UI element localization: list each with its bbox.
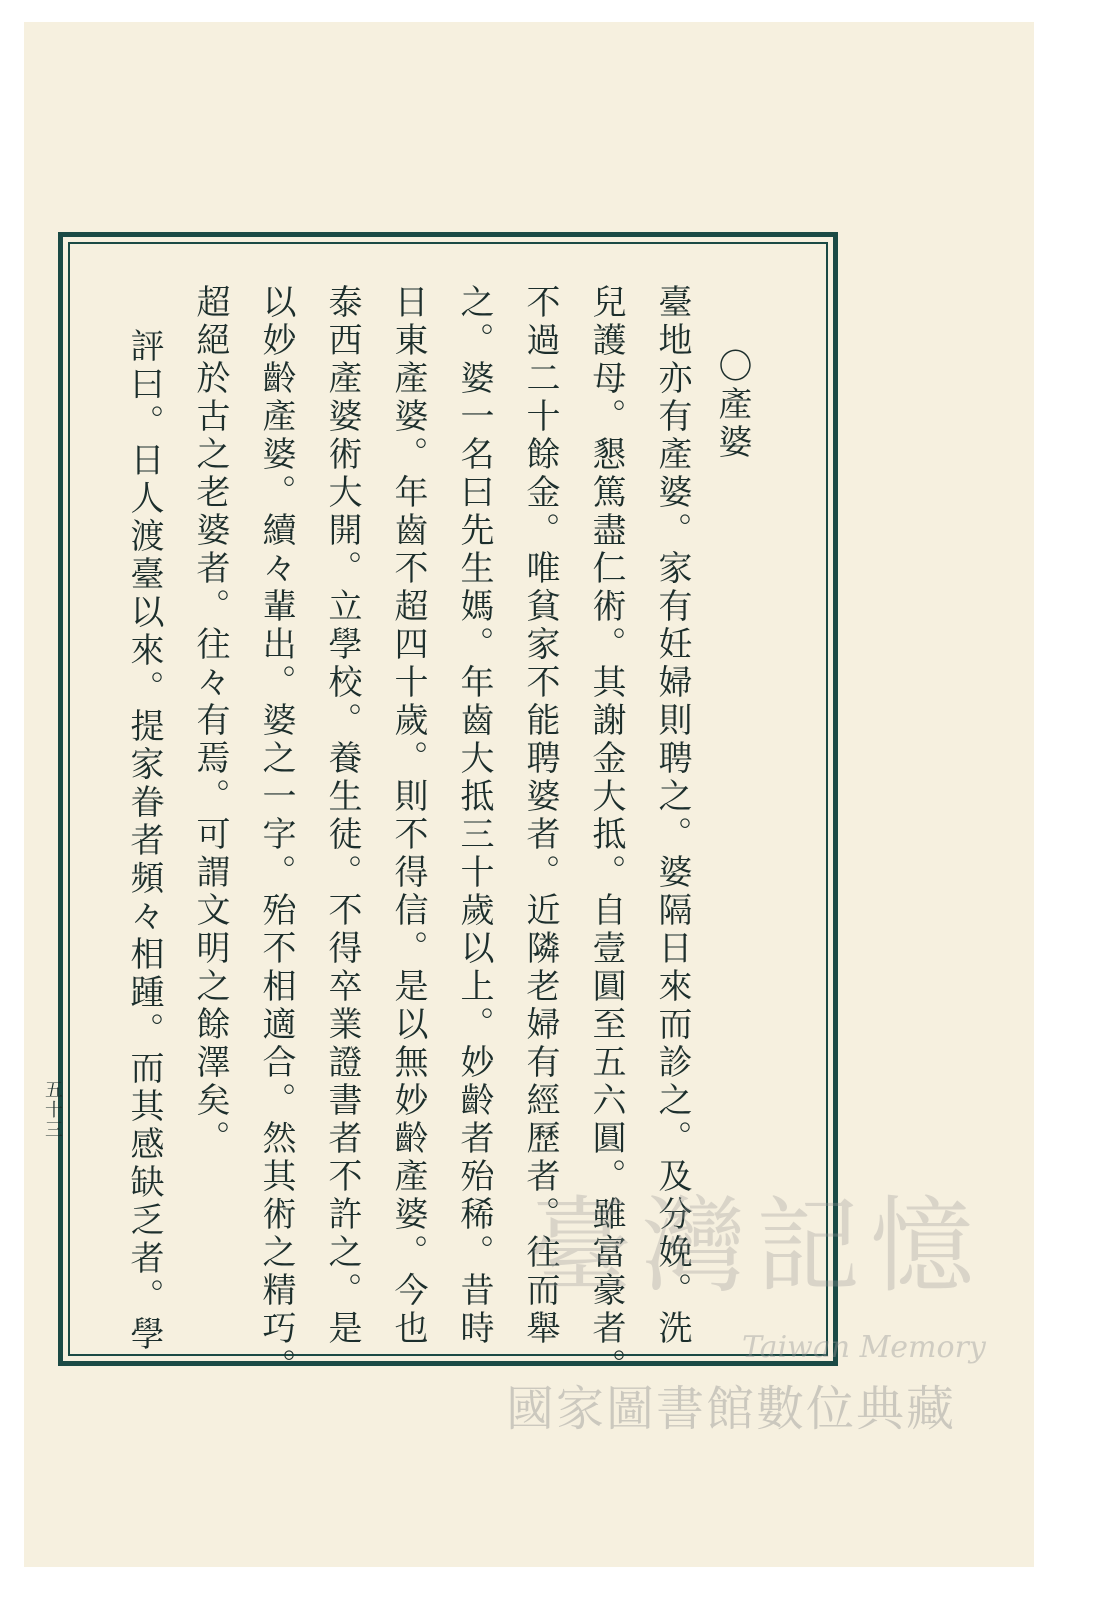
watermark-library: 國家圖書館數位典藏 [506, 1381, 957, 1437]
text-column-7: 以妙齡產婆。續々輩出。婆之一字。殆不相適合。然其術之精巧。 [256, 284, 296, 1386]
watermark-title: 臺灣記憶 [528, 1185, 985, 1307]
page-number: 五十三 [42, 1080, 63, 1140]
text-column-2: 兒護母。懇篤盡仁術。其謝金大抵。自壹圓至五六圓。雖富豪者。 [586, 284, 626, 1386]
text-column-3: 不過二十餘金。唯貧家不能聘婆者。近隣老婦有經歷者。往而舉 [520, 284, 560, 1348]
commentary-column: 評曰。日人渡臺以來。提家眷者頻々相踵。而其感缺乏者。學 [124, 328, 164, 1354]
article-heading: 〇產婆 [712, 348, 752, 462]
text-column-6: 泰西產婆術大開。立學校。養生徒。不得卒業證書者不許之。是 [322, 284, 362, 1348]
text-column-1: 臺地亦有產婆。家有妊婦則聘之。婆隔日來而診之。及分娩。洗 [652, 284, 692, 1348]
text-column-8: 超絕於古之老婆者。往々有焉。可謂文明之餘澤矣。 [190, 284, 230, 1158]
text-column-5: 日東產婆。年齒不超四十歲。則不得信。是以無妙齡產婆。今也 [388, 284, 428, 1348]
text-column-4: 之。婆一名曰先生媽。年齒大抵三十歲以上。妙齡者殆稀。昔時 [454, 284, 494, 1348]
watermark-subtitle: Taiwan Memory [742, 1330, 986, 1365]
